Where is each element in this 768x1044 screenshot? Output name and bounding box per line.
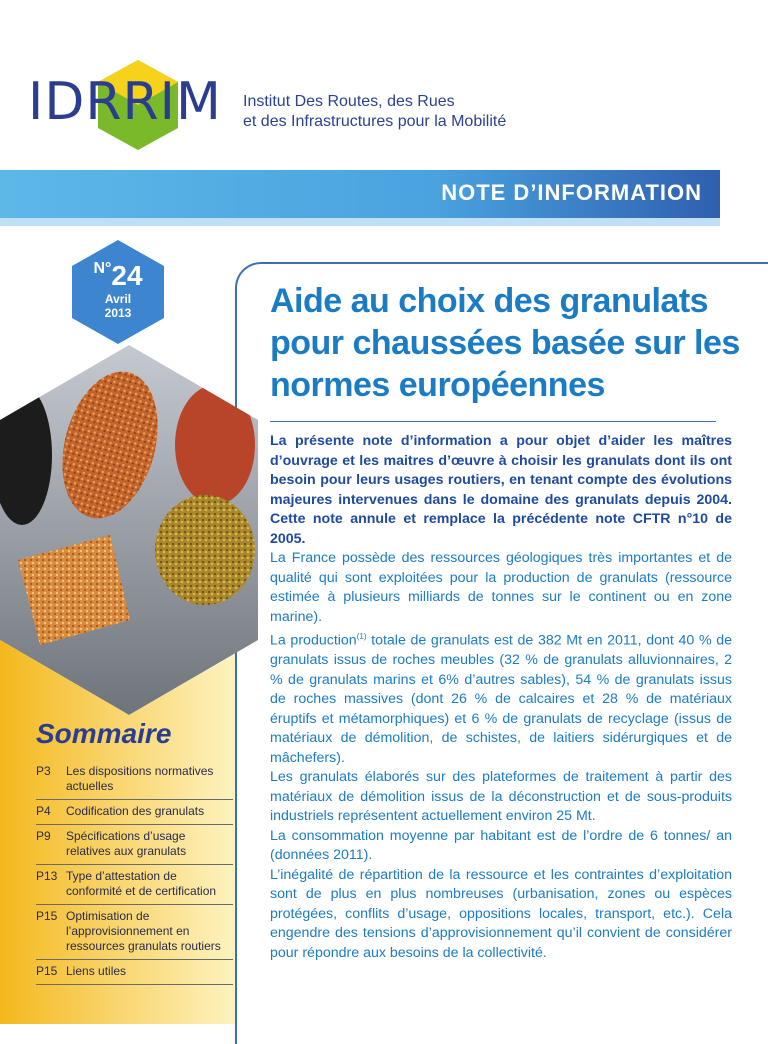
issue-number: 24 xyxy=(111,260,143,291)
paragraph-consumption: La consommation moyenne par habitant est de l’ordre de 6 tonnes/ an (données 2011). xyxy=(270,827,732,864)
institute-name xyxy=(243,92,506,132)
toc-item[interactable] xyxy=(36,800,233,825)
document-title: Aide au choix des granulats pour chaussées basée sur les normes européennes xyxy=(270,282,740,404)
toc-page: P4 xyxy=(36,804,51,818)
title-divider xyxy=(270,421,716,422)
idrrim-logo xyxy=(28,58,228,153)
institute-line-2: et des Infrastructures pour la Mobilité xyxy=(243,113,507,130)
note-banner xyxy=(0,170,720,218)
logo-text: IDRRIM xyxy=(28,72,222,132)
paragraph-resources: La France possède des ressources géologiques très importantes et de qualité qui sont exploitées pour la production de granulats (ressource estimée à plusieurs milliards de tonnes sur le continent ou en zone marine). xyxy=(270,550,732,625)
footnote-ref[interactable]: (1) xyxy=(356,632,367,641)
paragraph-production: La production$^{(1)}$ totale de granulats est de 382 Mt en 2011, dont 40 % de granulats issus de roches meubles (32 % de granulats alluvionnaires, 2 % de granulats marins et 6% d’autres sables), 54 % de granulats issus de roches massives (dont 26 % de calcaires et 28 % de matériaux éruptifs et métamorphiques) et 6 % de granulats de recyclage (issus de matériaux de démolition, de schistes, de laitiers sidérurgiques et de mâchefers). xyxy=(270,632,732,766)
table-of-contents xyxy=(36,760,233,985)
body-text xyxy=(270,432,732,963)
issue-year: 2013 xyxy=(104,306,132,320)
toc-item[interactable] xyxy=(36,760,233,800)
toc-item[interactable] xyxy=(36,825,233,865)
toc-item[interactable] xyxy=(36,865,233,905)
lead-paragraph: La présente note d’information a pour objet d’aider les maîtres d’ouvrage et les maitres d’œuvre à choisir les granulats dont ils ont besoin pour leurs usages routiers, en tenant compte des évolutions majeures intervenues dans le domaine des granulats depuis 2004. Cette note annule et remplace la précédente note CFTR n°10 de 2005. xyxy=(270,433,732,547)
toc-label: Codification des granulats xyxy=(66,804,205,818)
issue-month: Avril xyxy=(104,292,132,306)
toc-label: Optimisation de l’approvisionnement en ressources granulats routiers xyxy=(66,909,221,953)
toc-item[interactable] xyxy=(36,905,233,960)
banner-underline xyxy=(0,218,720,226)
sommaire-heading: Sommaire xyxy=(36,718,172,749)
institute-line-1: Institut Des Routes, des Rues xyxy=(243,93,455,110)
issue-prefix: N° xyxy=(93,260,112,277)
banner-label: NOTE D’INFORMATION xyxy=(441,180,702,205)
paragraph-recycling: Les granulats élaborés sur des plateformes de traitement à partir des matériaux de démolition issus de la déconstruction et de sous-produits industriels représentent actuellement environ 25 Mt. xyxy=(270,769,732,825)
toc-page: P15 xyxy=(36,909,58,923)
toc-page: P15 xyxy=(36,964,58,978)
toc-page: P3 xyxy=(36,764,51,778)
toc-label: Spécifications d’usage relatives aux granulats xyxy=(66,829,187,858)
toc-item[interactable] xyxy=(36,960,233,985)
toc-page: P9 xyxy=(36,829,51,843)
issue-badge xyxy=(70,238,166,346)
toc-label: Type d’attestation de conformité et de certification xyxy=(66,869,217,898)
paragraph-inequality: L’inégalité de répartition de la ressource et les contraintes d’exploitation sont de plus en plus nombreuses (urbanisation, zones ou espèces protégées, conflits d’usage, oppositions locales, transport, etc.). Cela engendre des tensions d’approvisionnement qu’il convient de considérer pour répondre aux besoins de la collectivité. xyxy=(270,866,732,961)
toc-page: P13 xyxy=(36,869,58,883)
toc-label: Liens utiles xyxy=(66,964,127,978)
toc-label: Les dispositions normatives actuelles xyxy=(66,764,214,793)
